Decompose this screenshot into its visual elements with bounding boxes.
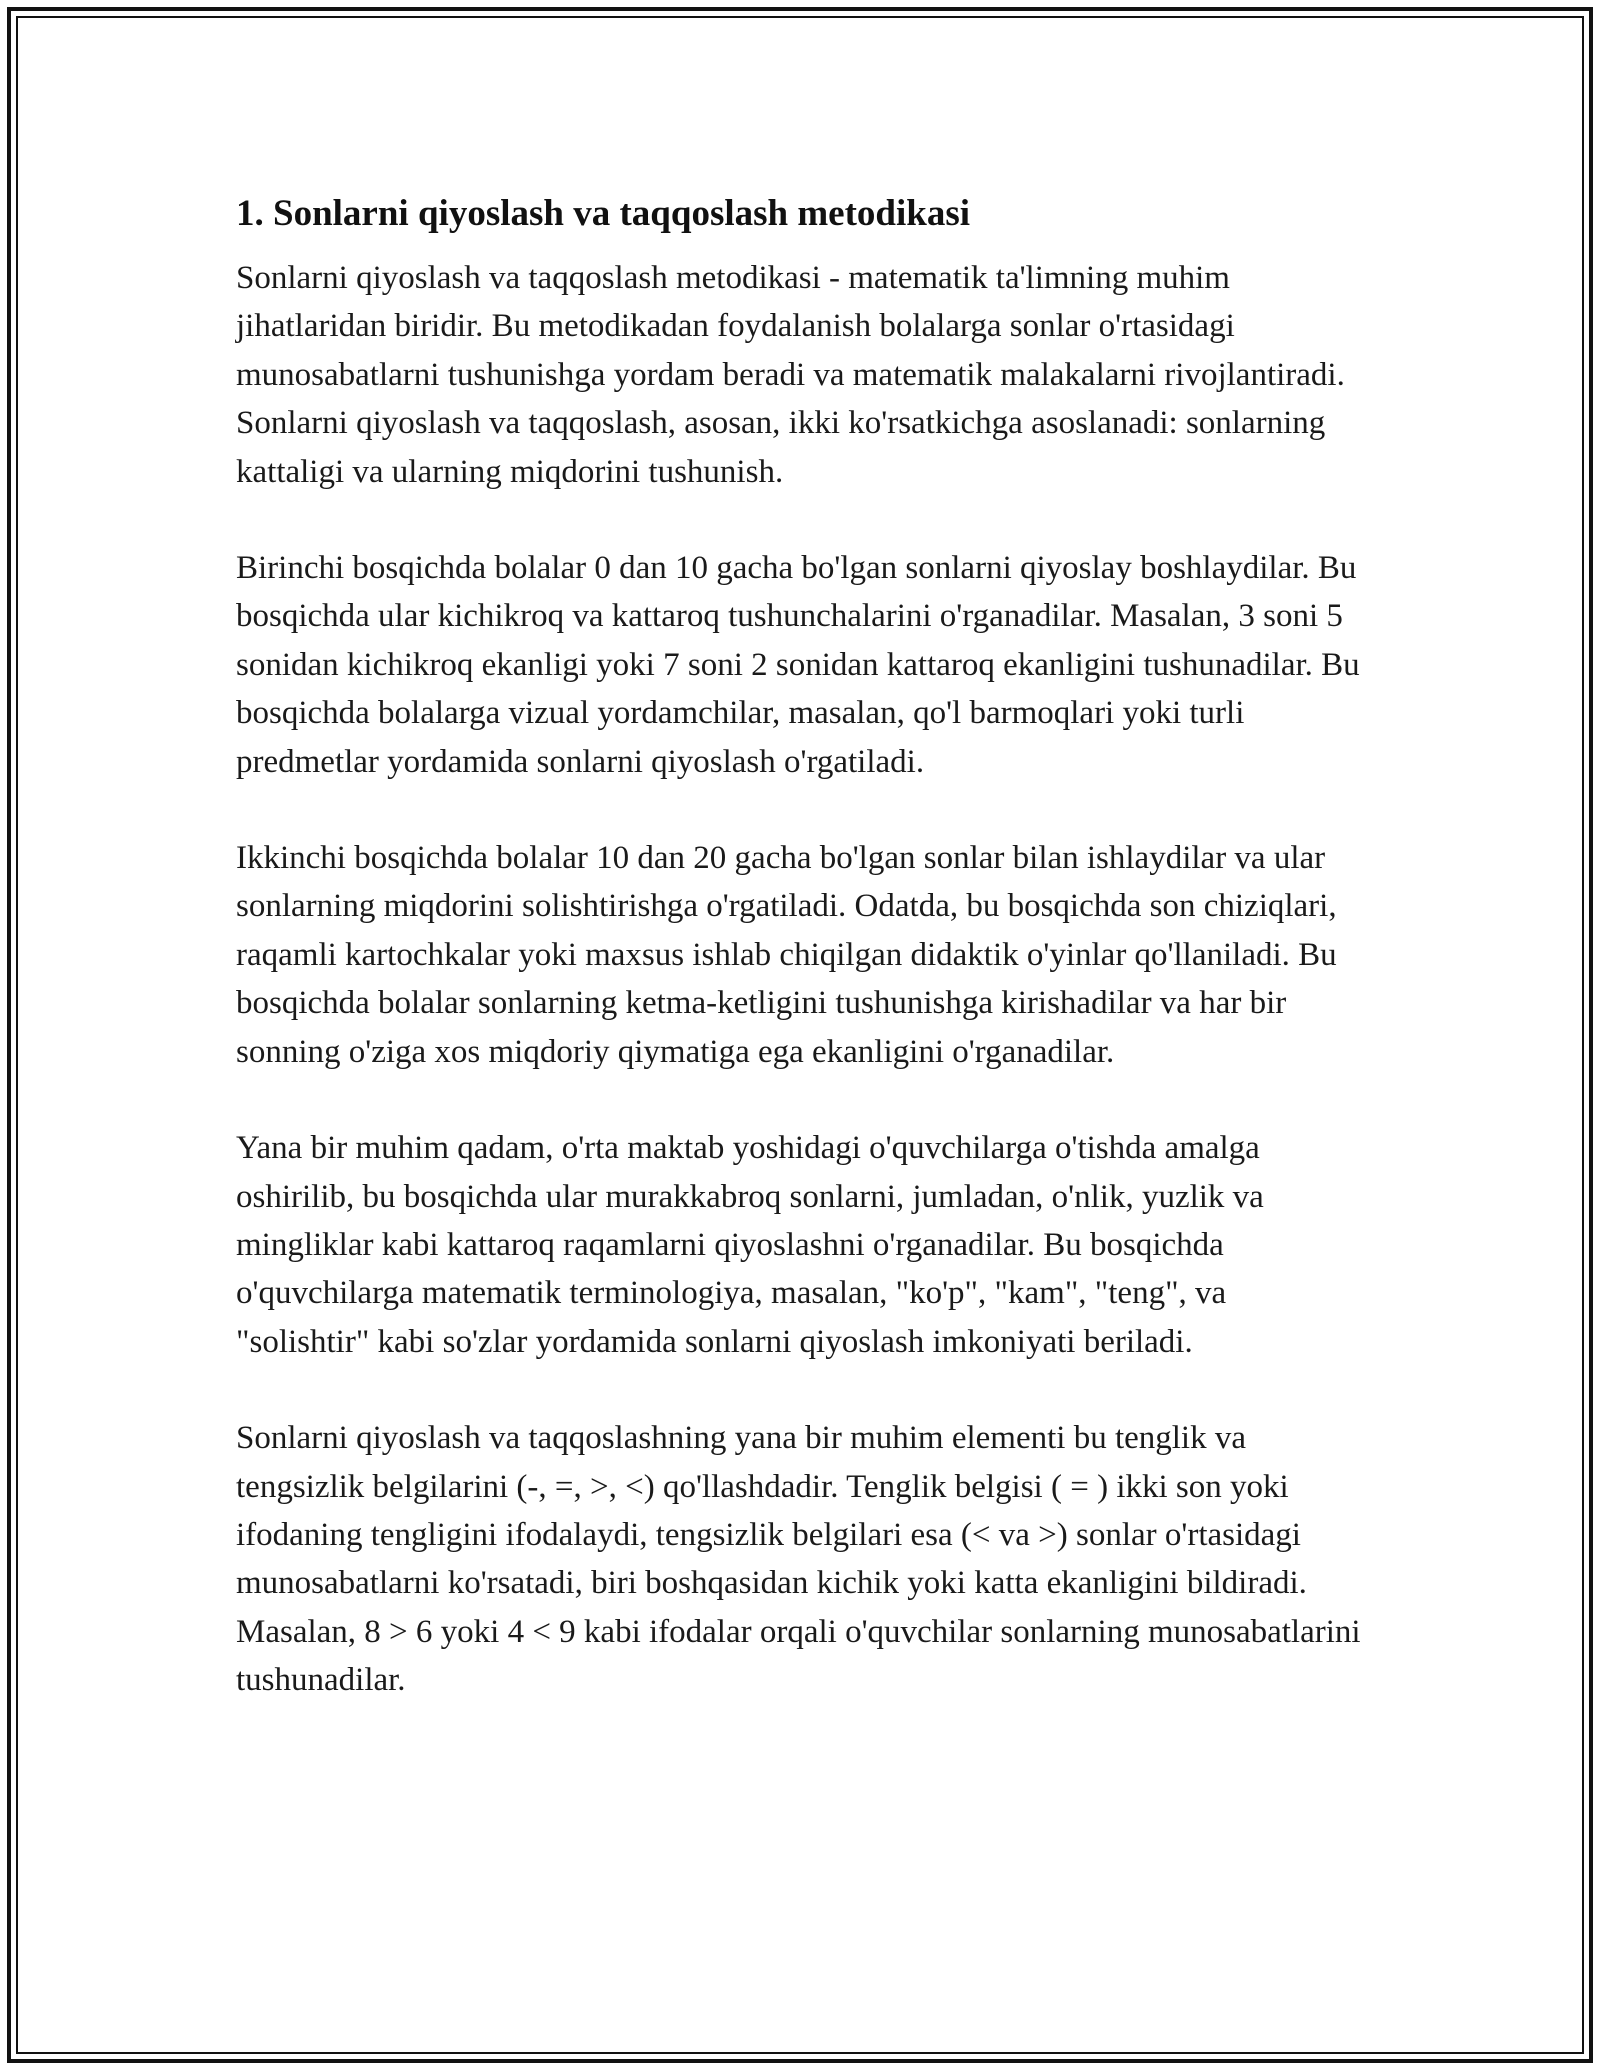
paragraph-5: Sonlarni qiyoslash va taqqoslashning yana bir muhim elementi bu tenglik va tengsizlik belgilarini (-, =, >, <) qo'llashdadir. Tenglik belgisi ( = ) ikki son yoki ifodaning tengligini ifodalaydi, tengsizlik belgilari esa (< va >) sonlar o'rtasidagi munosabatlarni ko'rsatadi, biri boshqasidan kichik yoki katta ekanligini bildiradi. Masalan, 8 > 6 yoki 4 < 9 kabi ifodalar orqali o'quvchilar sonlarning munosabatlarini tushunadilar. (236, 1420, 1361, 1699)
paragraph-1: Sonlarni qiyoslash va taqqoslash metodikasi - matematik ta'limning muhim jihatlaridan biridir. Bu metodikadan foydalanish bolalarga sonlar o'rtasidagi munosabatlarni tushunishga yordam beradi va matematik malakalarni rivojlantiradi. Sonlarni qiyoslash va taqqoslash, asosan, ikki ko'rsatkichga asoslanadi: sonlarning kattaligi va ularning miqdorini tushunish. (236, 260, 1345, 490)
paragraph-2: Birinchi bosqichda bolalar 0 dan 10 gacha bo'lgan sonlarni qiyoslay boshlaydilar. Bu bosqichda ular kichikroq va kattaroq tushunchalarini o'rganadilar. Masalan, 3 soni 5 sonidan kichikroq ekanligi yoki 7 soni 2 sonidan kattaroq ekanligini tushunadilar. Bu bosqichda bolalarga vizual yordamchilar, masalan, qo'l barmoqlari yoki turli predmetlar yordamida sonlarni qiyoslash o'rgatiladi. (236, 550, 1360, 780)
document-body (236, 188, 1366, 1753)
paragraph-4: Yana bir muhim qadam, o'rta maktab yoshidagi o'quvchilarga o'tishda amalga oshirilib, bu bosqichda ular murakkabroq sonlarni, jumladan, o'nlik, yuzlik va mingliklar kabi kattaroq raqamlarni qiyoslashni o'rganadilar. Bu bosqichda o'quvchilarga matematik terminologiya, masalan, "ko'p", "kam", "teng", va "solishtir" kabi so'zlar yordamida sonlarni qiyoslash imkoniyati beriladi. (236, 1130, 1264, 1360)
section-heading: 1. Sonlarni qiyoslash va taqqoslash metodikasi (236, 193, 971, 234)
paragraph-3: Ikkinchi bosqichda bolalar 10 dan 20 gacha bo'lgan sonlar bilan ishlaydilar va ular sonlarning miqdorini solishtirishga o'rgatiladi. Odatda, bu bosqichda son chiziqlari, raqamli kartochkalar yoki maxsus ishlab chiqilgan didaktik o'yinlar qo'llaniladi. Bu bosqichda bolalar sonlarning ketma-ketligini tushunishga kirishadilar va har bir sonning o'ziga xos miqdoriy qiymatiga ega ekanligini o'rganadilar. (236, 840, 1337, 1070)
